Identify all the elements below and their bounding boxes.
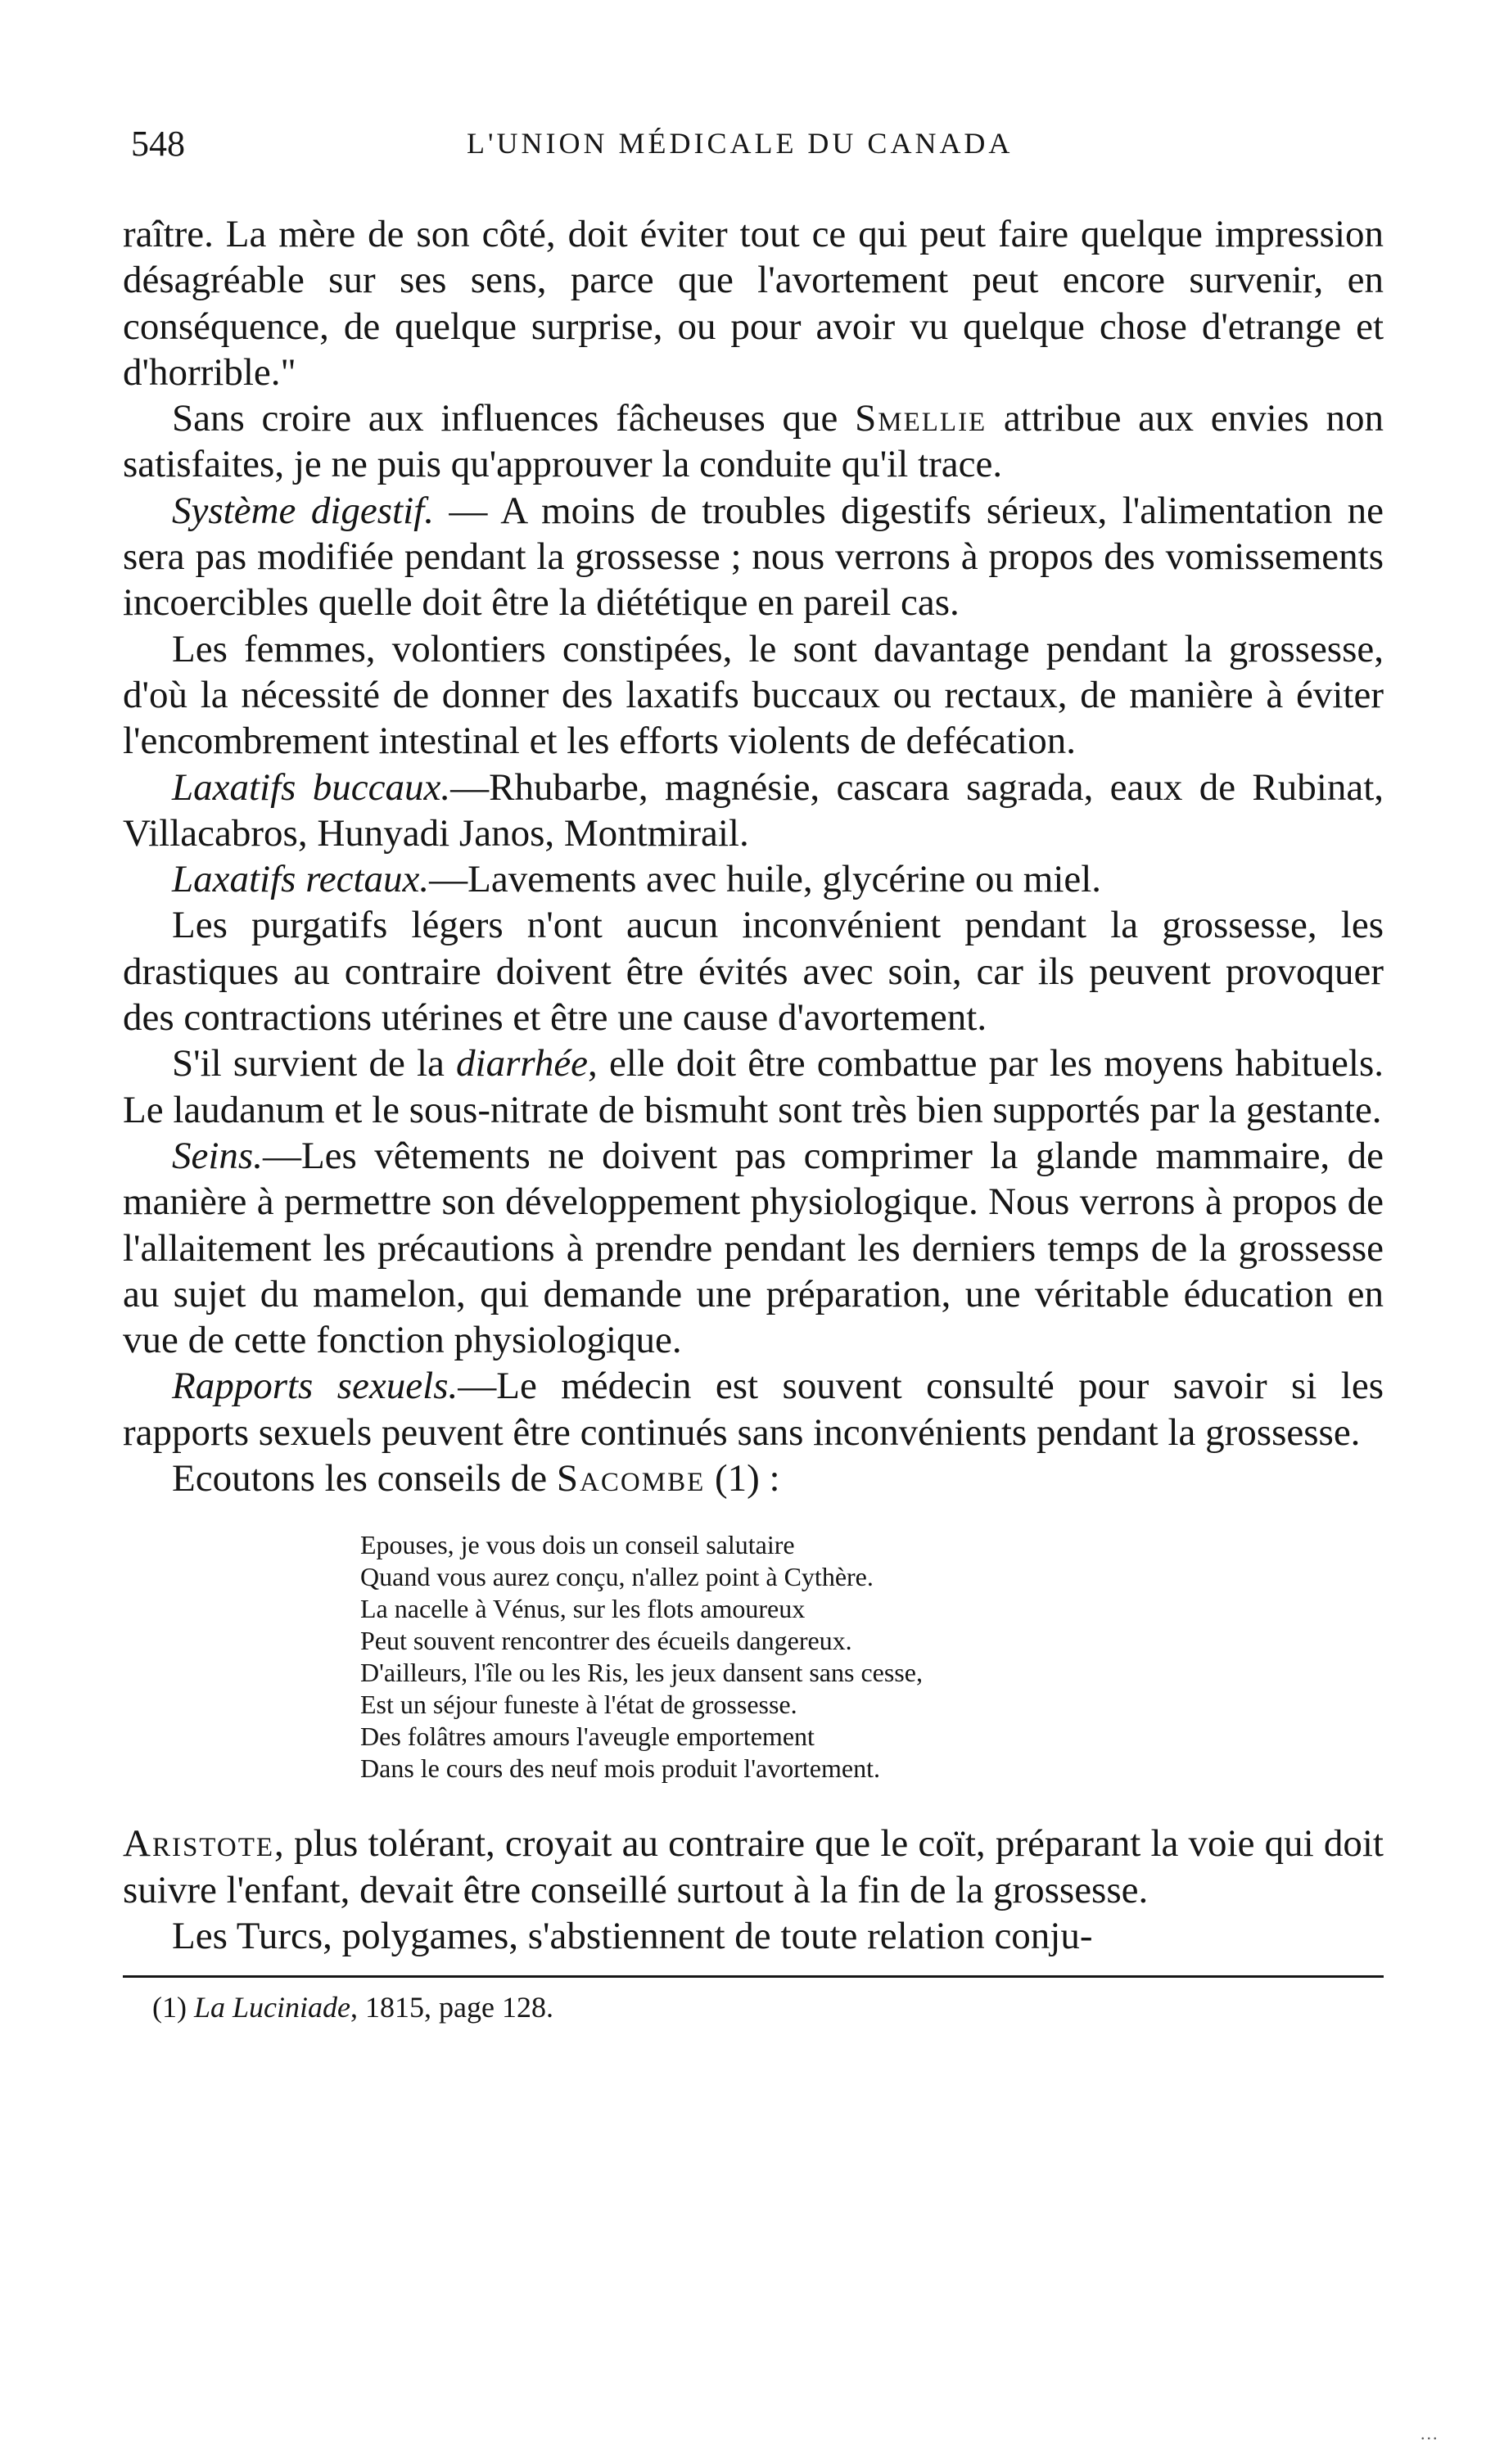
footnote-details: , 1815, page 128. <box>350 1991 553 2024</box>
paragraph-turcs: Les Turcs, polygames, s'abstiennent de toute relation conju- <box>172 1914 1093 1957</box>
paragraph-laxatifs-rectaux: Laxatifs rectaux.—Lavements avec huile, glycérine ou miel. <box>172 858 1102 901</box>
footnote-reference: (1) : <box>705 1457 780 1501</box>
poem-line: D'ailleurs, l'île ou les Ris, les jeux dansent sans cesse, <box>360 1658 923 1688</box>
running-head <box>123 115 1384 172</box>
poem-line: La nacelle à Vénus, sur les flots amoureux <box>360 1594 806 1624</box>
author-name-aristote: Aristote <box>123 1822 275 1866</box>
paragraph-laxatifs-buccaux: Laxatifs buccaux.—Rhubarbe, magnésie, cascara sagrada, eaux de Rubinat, Villacabros, Hunyadi Janos, Montmirail. <box>123 765 1384 855</box>
section-heading: Seins. <box>172 1134 263 1177</box>
paragraph-2: Sans croire aux influences fâcheuses que Smellie attribue aux envies non satisfaites, je ne puis qu'approuver la conduite qu'il trace. <box>123 397 1384 486</box>
paragraph-seins: Seins.—Les vêtements ne doivent pas comprimer la glande mammaire, de manière à permettre son développement physiologique. Nous verrons à propos de l'allaitement les précautions à prendre pendant les derniers temps de la grossesse au sujet du mamelon, qui demande une préparation, une véritable éducation en vue de cette fonction physiologique. <box>123 1134 1384 1362</box>
author-name-smellie: Smellie <box>855 397 987 440</box>
footnote-divider <box>123 1975 1384 1978</box>
document-page <box>123 115 1384 2025</box>
poem-line: Dans le cours des neuf mois produit l'avortement. <box>360 1753 880 1784</box>
footnote-marker: (1) <box>152 1991 187 2024</box>
paragraph-systeme-digestif: Système digestif. — A moins de troubles digestifs sérieux, l'alimentation ne sera pas modifiée pendant la grossesse ; nous verrons à propos des vomissements incoercibles quelle doit être la diététique en pareil cas. <box>123 489 1384 625</box>
footnote <box>123 1989 1384 2025</box>
paragraph-rapports-sexuels: Rapports sexuels.—Le médecin est souvent consulté pour savoir si les rapports sexuels peuvent être continués sans inconvénients pendant la grossesse. <box>123 1365 1384 1454</box>
footnote-source: La Luciniade <box>193 1991 350 2024</box>
emphasis-term: diarrhée <box>456 1042 589 1085</box>
poem-line: Est un séjour funeste à l'état de grossesse. <box>360 1690 797 1720</box>
quoted-poem <box>360 1529 1384 1785</box>
paragraph-diarrhee: S'il survient de la diarrhée, elle doit être combattue par les moyens habituels. Le laudanum et le sous-nitrate de bismuht sont très bien supportés par la gestante. <box>123 1042 1384 1131</box>
paragraph-constipation: Les femmes, volontiers constipées, le sont davantage pendant la grossesse, d'où la nécessité de donner des laxatifs buccaux ou rectaux, de manière à éviter l'encombrement intestinal et les efforts violents de defécation. <box>123 627 1384 763</box>
section-heading: Système digestif. <box>172 489 434 532</box>
paragraph-sacombe: Ecoutons les conseils de Sacombe (1) : <box>172 1457 780 1501</box>
paragraph-aristote: Aristote, plus tolérant, croyait au contraire que le coït, préparant la voie qui doit suivre l'enfant, devait être conseillé surtout à la fin de la grossesse. <box>123 1822 1384 1911</box>
page-number: 548 <box>131 124 185 164</box>
author-name-sacombe: Sacombe <box>556 1457 706 1501</box>
paragraph-purgatifs: Les purgatifs légers n'ont aucun inconvénient pendant la grossesse, les drastiques au contraire doivent être évités avec soin, car ils peuvent provoquer des contractions utérines et être une cause d'avortement. <box>123 904 1384 1040</box>
poem-line: Peut souvent rencontrer des écueils dangereux. <box>360 1626 852 1656</box>
section-heading: Laxatifs rectaux. <box>172 858 430 901</box>
journal-title: L'UNION MÉDICALE DU CANADA <box>467 127 1014 160</box>
section-heading: Rapports sexuels. <box>172 1365 458 1408</box>
section-heading: Laxatifs buccaux. <box>172 765 451 809</box>
paragraph-1: raître. La mère de son côté, doit éviter tout ce qui peut faire quelque impression désagréable sur ses sens, parce que l'avortement peut encore survenir, en conséquence, de quelque surprise, ou pour avoir vu quelque chose d'etrange et d'horrible." <box>123 213 1384 394</box>
poem-line: Quand vous aurez conçu, n'allez point à Cythère. <box>360 1562 874 1592</box>
article-body <box>123 211 1384 1959</box>
poem-line: Des folâtres amours l'aveugle emportement <box>360 1722 815 1752</box>
poem-line: Epouses, je vous dois un conseil salutaire <box>360 1530 795 1560</box>
stray-print-mark: ... <box>1420 2423 1439 2444</box>
